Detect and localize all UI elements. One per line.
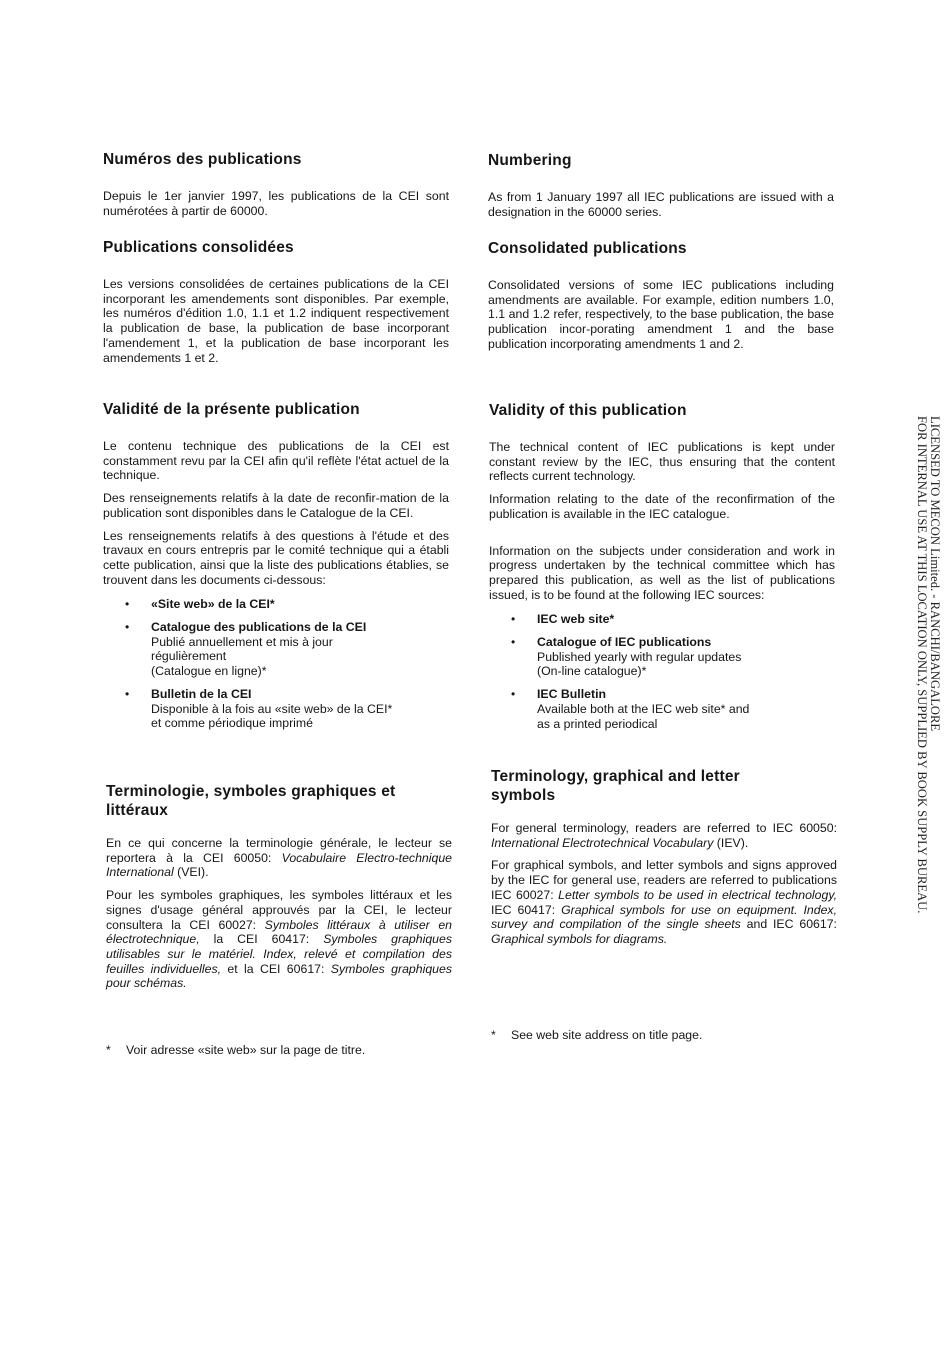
text-run-italic: Graphical symbols for diagrams. — [491, 931, 668, 946]
text-run: IEC 60417: — [491, 902, 562, 917]
en-footnote — [491, 1028, 702, 1043]
fr-consolidated-heading: Publications consolidées — [103, 239, 294, 256]
en-source-desc-3: Available both at the IEC web site* and as a printed periodical — [537, 701, 750, 731]
text-run: For general terminology, readers are referred to IEC 60050: — [491, 821, 837, 835]
en-footnote-text: See web site address on title page. — [511, 1028, 703, 1042]
list-item — [125, 687, 449, 731]
en-validity-section — [489, 401, 835, 739]
fr-validity-text-2: Des renseignements relatifs à la date de reconfir-mation de la publication sont disponibles dans le Catalogue de la CEI. — [103, 491, 449, 520]
text-run-italic: Graphical symbols for use on equipment. Index, survey and compilation of the single sheets — [491, 902, 837, 932]
license-stamp — [913, 416, 941, 936]
list-item — [125, 620, 449, 679]
text-run: la CEI 60417: — [199, 932, 324, 947]
fr-footnote-text: Voir adresse «site web» sur la page de titre. — [126, 1043, 366, 1057]
en-terminology-text-1 — [491, 821, 837, 850]
en-numbering-section — [488, 151, 834, 219]
fr-footnote — [106, 1043, 365, 1058]
en-numbering-text: As from 1 January 1997 all IEC publications are issued with a designation in the 60000 series. — [488, 190, 834, 219]
text-run-italic: Symboles graphiques utilisables sur le matériel. Index, relevé et compilation des feuilles individuelles, — [106, 932, 452, 976]
en-terminology-text-2 — [491, 858, 837, 946]
en-validity-heading: Validity of this publication — [489, 402, 687, 419]
en-validity-text-3: Information on the subjects under consideration and work in progress undertaken by the technical committee which has prepared this publication, as well as the list of publications issued, is to be found at the following IEC sources: — [489, 543, 835, 602]
fr-source-title-2: • Catalogue des publications de la CEI — [151, 620, 367, 635]
fr-validity-section — [103, 400, 449, 739]
en-source-desc-2: Published yearly with regular updates (On-line catalogue)* — [537, 649, 742, 679]
fr-source-desc-2: Publié annuellement et mis à jour régulièrement (Catalogue en ligne)* — [151, 634, 333, 679]
en-source-title-2: • Catalogue of IEC publications — [537, 635, 712, 650]
en-consolidated-text: Consolidated versions of some IEC publications including amendments are available. For example, edition numbers 1.0, 1.1 and 1.2 refer, respectively, to the base publication, the base publication incor-porating amendment 1 and the base publication incorporating amendments 1 and 2. — [488, 278, 834, 351]
text-run: (VEI). — [173, 865, 209, 880]
fr-validity-text-1: Le contenu technique des publications de la CEI est constamment revu par la CEI afin qu'il reflète l'état actuel de la technique. — [103, 439, 449, 483]
fr-terminology-text-1 — [106, 836, 452, 880]
fr-numbering-heading: Numéros des publications — [103, 151, 302, 168]
fr-source-title-3: • Bulletin de la CEI — [151, 686, 252, 701]
list-item — [511, 635, 835, 679]
license-stamp-line-1: LICENSED TO MECON Limited. - RANCHI/BANGALORE — [928, 416, 942, 732]
text-run-italic: Vocabulaire Electro-technique International — [106, 850, 452, 880]
fr-terminology-text-2 — [106, 888, 452, 991]
en-validity-text-2: Information relating to the date of the reconfirmation of the publication is available in the IEC catalogue. — [489, 492, 835, 521]
text-run-italic: International Electrotechnical Vocabulary — [491, 835, 714, 850]
fr-source-title-1: • «Site web» de la CEI* — [151, 597, 275, 612]
list-item — [125, 597, 449, 612]
text-run: For graphical symbols, and letter symbols and signs approved by the IEC for general use, readers are referred to publications IEC 60027: — [491, 858, 837, 902]
text-run: Pour les symboles graphiques, les symboles littéraux et les signes d'usage général approuvés par la CEI, le lecteur consultera la CEI 60027: — [106, 888, 452, 932]
text-run: (IEV). — [713, 835, 749, 850]
en-terminology-heading: Terminology, graphical and letter symbols — [491, 768, 740, 804]
text-run: En ce qui concerne la terminologie générale, le lecteur se reportera à la CEI 60050: — [106, 836, 452, 865]
en-consolidated-section — [488, 239, 834, 352]
fr-validity-heading: Validité de la présente publication — [103, 401, 360, 418]
fr-consolidated-text: Les versions consolidées de certaines publications de la CEI incorporant les amendements sont disponibles. Par exemple, les numéros d'édition 1.0, 1.1 et 1.2 indiquent respectivement la publication de base, la publication de base incorporant l'amendement 1, et la publication de base incorporant les amendements 1 et 2. — [103, 277, 449, 365]
license-stamp-line-2: FOR INTERNAL USE AT THIS LOCATION ONLY, SUPPLIED BY BOOK SUPPLY BUREAU. — [915, 416, 929, 914]
en-terminology-section — [491, 767, 837, 947]
en-source-title-1: • IEC web site* — [537, 612, 615, 627]
text-run: and IEC 60617: — [740, 917, 837, 932]
list-item — [511, 687, 835, 731]
fr-sources-list — [103, 597, 449, 731]
en-validity-text-1: The technical content of IEC publications is kept under constant review by the IEC, thus ensuring that the content reflects current technology. — [489, 440, 835, 484]
list-item — [511, 612, 835, 627]
text-run: et la CEI 60617: — [221, 961, 331, 976]
fr-terminology-section — [106, 782, 452, 991]
footnote-marker: * — [491, 1028, 496, 1042]
en-sources-list — [489, 612, 835, 731]
en-numbering-heading: Numbering — [488, 152, 572, 169]
fr-source-desc-3: Disponible à la fois au «site web» de la CEI* et comme périodique imprimé — [151, 701, 393, 731]
fr-terminology-heading: Terminologie, symboles graphiques et littéraux — [106, 783, 396, 819]
text-run-italic: Symboles littéraux à utiliser en électrotechnique, — [106, 917, 452, 947]
en-consolidated-heading: Consolidated publications — [488, 240, 687, 257]
en-source-title-3: • IEC Bulletin — [537, 687, 607, 702]
text-run-italic: Letter symbols to be used in electrical technology, — [558, 887, 837, 902]
text-run-italic: Symboles graphiques pour schémas. — [106, 961, 452, 991]
footnote-marker: * — [106, 1043, 111, 1057]
fr-validity-text-3: Les renseignements relatifs à des questions à l'étude et des travaux en cours entrepris par le comité technique qui a établi cette publication, ainsi que la liste des publications établies, se trouvent dans les documents ci-dessous: — [103, 528, 449, 587]
fr-numbering-section — [103, 150, 449, 218]
fr-consolidated-section — [103, 238, 449, 365]
fr-numbering-text: Depuis le 1er janvier 1997, les publications de la CEI sont numérotées à partir de 60000. — [103, 189, 449, 218]
